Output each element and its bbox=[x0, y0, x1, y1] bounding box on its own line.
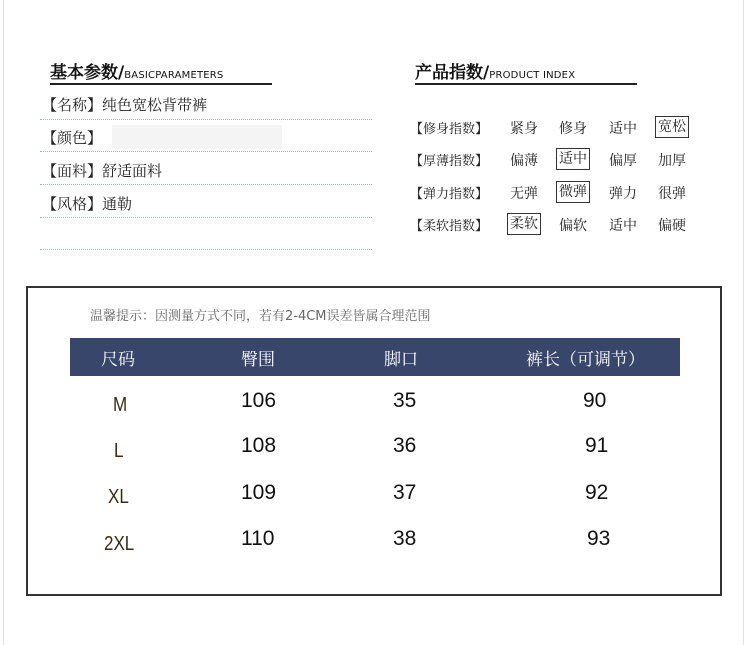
dotted-divider bbox=[40, 151, 372, 152]
product-index-underline bbox=[415, 83, 637, 85]
product-index-title-en: PRODUCT INDEX bbox=[489, 70, 576, 81]
param-row-name bbox=[42, 94, 207, 115]
size-cell: 2XL bbox=[104, 533, 135, 555]
param-label: 【颜色】 bbox=[42, 129, 103, 147]
basic-params-underline bbox=[50, 83, 272, 85]
header-length: 裤长（可调节） bbox=[526, 350, 645, 370]
length-cell: 92 bbox=[585, 481, 609, 504]
index-label: 【弹力指数】 bbox=[410, 187, 489, 202]
param-value: 舒适面料 bbox=[102, 162, 163, 180]
hip-cell: 110 bbox=[241, 527, 275, 550]
basic-params-title bbox=[50, 58, 223, 83]
param-label: 【面料】 bbox=[42, 162, 103, 180]
index-label: 【修身指数】 bbox=[410, 122, 489, 137]
page-edge-left bbox=[3, 0, 4, 645]
dotted-divider bbox=[40, 217, 372, 218]
index-option: 很弹 bbox=[658, 186, 686, 202]
hip-cell: 108 bbox=[241, 434, 277, 457]
param-row-fabric bbox=[42, 160, 162, 181]
index-option-selected: 宽松 bbox=[655, 116, 689, 138]
index-option: 适中 bbox=[609, 218, 637, 234]
index-option: 修身 bbox=[559, 121, 587, 137]
index-label: 【厚薄指数】 bbox=[410, 154, 489, 169]
length-cell: 93 bbox=[587, 527, 611, 550]
leg-opening-cell: 36 bbox=[393, 434, 417, 457]
param-label: 【风格】 bbox=[42, 195, 103, 213]
index-option: 偏硬 bbox=[658, 218, 686, 234]
leg-opening-cell: 37 bbox=[393, 481, 417, 504]
index-option: 紧身 bbox=[510, 121, 538, 137]
index-option-selected: 微弹 bbox=[556, 181, 590, 203]
size-cell: XL bbox=[108, 486, 129, 508]
param-value: 纯色宽松背带裤 bbox=[102, 96, 208, 114]
leg-opening-cell: 38 bbox=[393, 527, 417, 550]
param-value: 通勒 bbox=[102, 195, 133, 213]
color-value-blurred bbox=[112, 125, 282, 149]
index-option: 无弹 bbox=[510, 186, 538, 202]
leg-opening-cell: 35 bbox=[393, 389, 417, 412]
page-edge-right bbox=[743, 0, 744, 645]
size-cell: M bbox=[113, 394, 128, 416]
index-option: 弹力 bbox=[609, 186, 637, 202]
param-row-color bbox=[42, 127, 102, 148]
length-cell: 91 bbox=[585, 434, 609, 457]
header-leg-opening: 脚口 bbox=[384, 350, 418, 370]
dotted-divider bbox=[40, 119, 372, 120]
header-hip: 臀围 bbox=[241, 350, 275, 370]
hip-cell: 106 bbox=[241, 389, 277, 412]
param-label: 【名称】 bbox=[42, 96, 103, 114]
product-index-title bbox=[415, 58, 575, 83]
hip-cell: 109 bbox=[241, 481, 277, 504]
dotted-divider bbox=[40, 184, 372, 185]
header-size: 尺码 bbox=[101, 350, 135, 370]
index-option-selected: 适中 bbox=[556, 148, 590, 170]
measurement-tip: 温馨提示：因测量方式不同，若有2-4CM误差皆属合理范围 bbox=[90, 309, 431, 324]
index-option: 偏薄 bbox=[510, 153, 538, 169]
param-row-style bbox=[42, 193, 132, 214]
basic-params-title-en: BASICPARAMETERS bbox=[124, 70, 224, 81]
index-option: 偏厚 bbox=[609, 153, 637, 169]
dotted-divider bbox=[40, 249, 372, 250]
index-option: 偏软 bbox=[559, 218, 587, 234]
product-index-title-cn: 产品指数/ bbox=[415, 63, 490, 83]
index-option: 适中 bbox=[609, 121, 637, 137]
basic-params-title-cn: 基本参数/ bbox=[50, 63, 125, 83]
index-option: 加厚 bbox=[658, 153, 686, 169]
size-cell: L bbox=[114, 440, 124, 462]
length-cell: 90 bbox=[583, 389, 607, 412]
index-label: 【柔软指数】 bbox=[410, 219, 489, 234]
size-table-header bbox=[70, 338, 680, 376]
index-option-selected: 柔软 bbox=[507, 213, 541, 235]
